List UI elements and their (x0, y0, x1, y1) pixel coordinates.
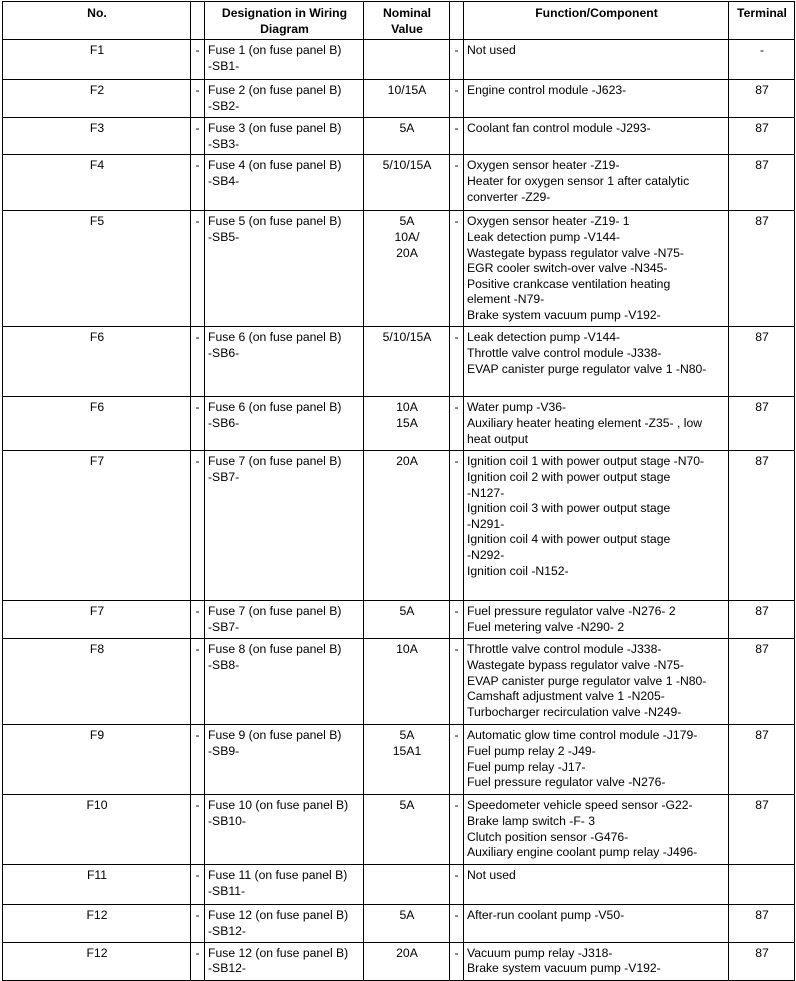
function-cell (464, 80, 729, 118)
terminal-cell: 87 (729, 211, 795, 327)
function-cell-line: EVAP canister purge regulator valve 1 -N80- (467, 361, 707, 376)
designation-cell-line: Fuse 12 (on fuse panel B) (208, 908, 349, 923)
function-cell-line: Ignition coil 3 with power output stage (467, 501, 671, 516)
designation-cell-line: Fuse 12 (on fuse panel B) (208, 945, 349, 960)
fuse-number: F5 (3, 211, 191, 327)
table-row (3, 725, 795, 795)
designation-cell-line: -SB4- (208, 173, 240, 188)
function-cell-line: Fuel metering valve -N290- 2 (467, 619, 625, 634)
nominal-value-cell (364, 118, 450, 155)
designation-cell (205, 327, 364, 397)
table-row (3, 905, 795, 942)
designation-cell-line: Fuse 6 (on fuse panel B) (208, 330, 342, 345)
designation-cell (205, 942, 364, 980)
designation-cell-line: Fuse 10 (on fuse panel B) (208, 798, 349, 813)
designation-cell-line: -SB8- (208, 657, 240, 672)
nominal-value-cell (364, 795, 450, 865)
designation-cell-line: Fuse 8 (on fuse panel B) (208, 642, 342, 657)
function-cell-line: Auxiliary engine coolant pump relay -J496- (467, 845, 698, 860)
fuse-number: F12 (3, 905, 191, 942)
function-cell (464, 601, 729, 639)
function-cell-line: Fuel pump relay -J17- (467, 759, 586, 774)
dash-marker: - (191, 795, 205, 865)
designation-cell-line: Fuse 7 (on fuse panel B) (208, 454, 342, 469)
dash-marker: - (450, 865, 464, 905)
function-cell (464, 40, 729, 80)
designation-cell-line: Fuse 2 (on fuse panel B) (208, 83, 342, 98)
function-cell (464, 639, 729, 725)
designation-cell-line: -SB5- (208, 229, 240, 244)
function-cell-line: converter -Z29- (467, 189, 551, 204)
table-row (3, 639, 795, 725)
function-cell-line: Positive crankcase ventilation heating (467, 276, 671, 291)
nominal-value-cell (364, 451, 450, 601)
nominal-value-cell-line (367, 43, 447, 59)
terminal-cell: 87 (729, 397, 795, 451)
nominal-value-cell-line: 20A (396, 945, 418, 960)
function-cell (464, 942, 729, 980)
terminal-cell: 87 (729, 725, 795, 795)
dash-marker: - (450, 451, 464, 601)
dash-marker: - (191, 725, 205, 795)
fuse-number: F2 (3, 80, 191, 118)
function-cell-line: Ignition coil 2 with power output stage (467, 469, 671, 484)
function-cell-line: Vacuum pump relay -J318- (467, 945, 613, 960)
header-spacer-2 (450, 2, 464, 40)
table-row (3, 795, 795, 865)
dash-marker: - (450, 118, 464, 155)
terminal-cell: 87 (729, 80, 795, 118)
function-cell-line: Automatic glow time control module -J179- (467, 728, 698, 743)
dash-marker: - (191, 639, 205, 725)
dash-marker: - (450, 211, 464, 327)
dash-marker: - (450, 327, 464, 397)
dash-marker: - (191, 40, 205, 80)
table-row (3, 942, 795, 980)
designation-cell-line: -SB7- (208, 619, 240, 634)
dash-marker: - (450, 942, 464, 980)
function-cell-line: Not used (467, 868, 516, 883)
function-cell-line: -N127- (467, 485, 505, 500)
function-cell-line: EVAP canister purge regulator valve 1 -N80- (467, 673, 707, 688)
function-cell-line: -N291- (467, 516, 505, 531)
designation-cell (205, 397, 364, 451)
function-cell-line: Speedometer vehicle speed sensor -G22- (467, 798, 693, 813)
function-cell-line: Brake system vacuum pump -V192- (467, 961, 661, 976)
designation-cell-line: -SB11- (208, 883, 246, 898)
fuse-table (2, 1, 795, 981)
table-row (3, 80, 795, 118)
designation-cell-line: -SB7- (208, 469, 240, 484)
function-cell-line: Coolant fan control module -J293- (467, 121, 651, 136)
designation-cell-line: -SB6- (208, 415, 240, 430)
dash-marker: - (191, 865, 205, 905)
nominal-value-cell-line: 10A (396, 400, 418, 415)
designation-cell (205, 211, 364, 327)
table-row (3, 865, 795, 905)
header-no: No. (3, 2, 191, 40)
dash-marker: - (191, 327, 205, 397)
nominal-value-cell-line: 5/10/15A (382, 330, 432, 345)
function-cell-line (467, 377, 726, 393)
function-cell (464, 118, 729, 155)
table-row (3, 451, 795, 601)
dash-marker: - (191, 451, 205, 601)
nominal-value-cell-line: 15A1 (392, 743, 422, 758)
fuse-number: F7 (3, 601, 191, 639)
function-cell-line: Water pump -V36- (467, 400, 567, 415)
nominal-value-cell (364, 725, 450, 795)
nominal-value-cell (364, 80, 450, 118)
designation-cell (205, 639, 364, 725)
designation-cell (205, 451, 364, 601)
fuse-number: F4 (3, 155, 191, 211)
dash-marker: - (191, 601, 205, 639)
fuse-number: F10 (3, 795, 191, 865)
designation-cell-line: Fuse 9 (on fuse panel B) (208, 728, 342, 743)
designation-cell-line: Fuse 3 (on fuse panel B) (208, 121, 342, 136)
terminal-cell: 87 (729, 942, 795, 980)
designation-cell-line: -SB2- (208, 98, 240, 113)
terminal-cell: 87 (729, 601, 795, 639)
function-cell-line: Wastegate bypass regulator valve -N75- (467, 657, 684, 672)
function-cell-line: element -N79- (467, 292, 545, 307)
header-terminal: Terminal (729, 2, 795, 40)
terminal-cell: 87 (729, 905, 795, 942)
function-cell-line: Clutch position sensor -G476- (467, 829, 629, 844)
fuse-number: F9 (3, 725, 191, 795)
nominal-value-cell (364, 397, 450, 451)
designation-cell (205, 40, 364, 80)
function-cell-line: EGR cooler switch-over valve -N345- (467, 261, 668, 276)
nominal-value-cell-line: 5A (399, 728, 415, 743)
function-cell-line: Brake lamp switch -F- 3 (467, 813, 595, 828)
designation-cell (205, 155, 364, 211)
function-cell-line: Camshaft adjustment valve 1 -N205- (467, 689, 665, 704)
function-cell (464, 865, 729, 905)
terminal-cell: 87 (729, 639, 795, 725)
terminal-cell: 87 (729, 451, 795, 601)
function-cell-line: Fuel pressure regulator valve -N276- (467, 775, 666, 790)
function-cell-line: Leak detection pump -V144- (467, 229, 621, 244)
function-cell-line: Ignition coil 1 with power output stage -N70- (467, 454, 705, 469)
function-cell-line: heat output (467, 431, 528, 446)
nominal-value-cell-line: 5A (399, 214, 415, 229)
designation-cell-line: Fuse 11 (on fuse panel B) (208, 868, 348, 883)
dash-marker: - (450, 639, 464, 725)
nominal-value-cell (364, 865, 450, 905)
nominal-value-cell (364, 601, 450, 639)
designation-cell-line: -SB3- (208, 136, 240, 151)
function-cell-line: Oxygen sensor heater -Z19- (467, 158, 620, 173)
dash-marker: - (450, 725, 464, 795)
nominal-value-cell-line: 5A (399, 798, 415, 813)
nominal-value-cell-line: 5A (399, 121, 415, 136)
designation-cell-line: -SB12- (208, 961, 246, 976)
designation-cell (205, 725, 364, 795)
function-cell-line: Throttle valve control module -J338- (467, 345, 662, 360)
terminal-cell: 87 (729, 327, 795, 397)
designation-cell-line: Fuse 4 (on fuse panel B) (208, 158, 342, 173)
function-cell-line: Throttle valve control module -J338- (467, 642, 662, 657)
nominal-value-cell (364, 639, 450, 725)
nominal-value-cell-line: 20A (396, 454, 418, 469)
dash-marker: - (191, 80, 205, 118)
fuse-number: F3 (3, 118, 191, 155)
nominal-value-cell-line: 20A (396, 245, 418, 260)
nominal-value-cell-line (367, 868, 447, 884)
dash-marker: - (450, 40, 464, 80)
designation-cell-line: -SB1- (208, 58, 240, 73)
header-spacer-1 (191, 2, 205, 40)
designation-cell (205, 601, 364, 639)
header-row (3, 2, 795, 40)
nominal-value-cell-line: 5/10/15A (382, 158, 432, 173)
terminal-cell: 87 (729, 795, 795, 865)
dash-marker: - (450, 905, 464, 942)
function-cell-line: -N292- (467, 547, 505, 562)
function-cell-line: Wastegate bypass regulator valve -N75- (467, 245, 684, 260)
table-row (3, 211, 795, 327)
function-cell-line: Leak detection pump -V144- (467, 330, 621, 345)
nominal-value-cell (364, 40, 450, 80)
dash-marker: - (450, 601, 464, 639)
header-designation: Designation in Wiring Diagram (205, 2, 364, 40)
function-cell-line: Heater for oxygen sensor 1 after catalytic (467, 173, 690, 188)
fuse-number: F1 (3, 40, 191, 80)
terminal-cell: 87 (729, 118, 795, 155)
table-row (3, 397, 795, 451)
designation-cell (205, 905, 364, 942)
function-cell (464, 397, 729, 451)
function-cell-line: Not used (467, 43, 516, 58)
dash-marker: - (191, 905, 205, 942)
function-cell-line: Engine control module -J623- (467, 83, 627, 98)
designation-cell (205, 80, 364, 118)
function-cell (464, 795, 729, 865)
function-cell-line: Auxiliary heater heating element -Z35- , low (467, 415, 703, 430)
designation-cell-line: -SB10- (208, 813, 246, 828)
nominal-value-cell-line: 15A (396, 415, 418, 430)
designation-cell-line: Fuse 6 (on fuse panel B) (208, 400, 342, 415)
function-cell (464, 155, 729, 211)
function-cell-line: Fuel pressure regulator valve -N276- 2 (467, 604, 676, 619)
header-nominal-value: Nominal Value (364, 2, 450, 40)
nominal-value-cell-line: 10A (396, 642, 418, 657)
nominal-value-cell (364, 155, 450, 211)
dash-marker: - (450, 80, 464, 118)
nominal-value-cell-line: 10A/ (394, 229, 420, 244)
nominal-value-cell-line: 10/15A (387, 83, 427, 98)
function-cell-line: Brake system vacuum pump -V192- (467, 307, 661, 322)
table-row (3, 327, 795, 397)
function-cell-line: Fuel pump relay 2 -J49- (467, 743, 596, 758)
designation-cell (205, 118, 364, 155)
dash-marker: - (450, 795, 464, 865)
fuse-number: F11 (3, 865, 191, 905)
nominal-value-cell (364, 905, 450, 942)
designation-cell-line: Fuse 1 (on fuse panel B) (208, 43, 342, 58)
dash-marker: - (450, 397, 464, 451)
function-cell-line: Turbocharger recirculation valve -N249- (467, 704, 682, 719)
dash-marker: - (450, 155, 464, 211)
function-cell (464, 905, 729, 942)
fuse-number: F6 (3, 327, 191, 397)
nominal-value-cell-line: 5A (399, 604, 415, 619)
fuse-number: F8 (3, 639, 191, 725)
designation-cell (205, 865, 364, 905)
dash-marker: - (191, 118, 205, 155)
nominal-value-cell (364, 327, 450, 397)
function-cell (464, 451, 729, 601)
designation-cell-line: -SB12- (208, 923, 246, 938)
dash-marker: - (191, 942, 205, 980)
function-cell-line: Oxygen sensor heater -Z19- 1 (467, 214, 630, 229)
function-cell-line (467, 579, 726, 595)
terminal-cell: - (729, 40, 795, 80)
table-row (3, 601, 795, 639)
designation-cell (205, 795, 364, 865)
dash-marker: - (191, 397, 205, 451)
dash-marker: - (191, 211, 205, 327)
terminal-cell: 87 (729, 155, 795, 211)
fuse-number: F7 (3, 451, 191, 601)
table-row (3, 118, 795, 155)
header-function: Function/Component (464, 2, 729, 40)
function-cell-line: After-run coolant pump -V50- (467, 908, 625, 923)
function-cell (464, 327, 729, 397)
fuse-number: F12 (3, 942, 191, 980)
table-row (3, 40, 795, 80)
designation-cell-line: Fuse 7 (on fuse panel B) (208, 604, 342, 619)
fuse-number: F6 (3, 397, 191, 451)
fuse-table-body (3, 40, 795, 980)
designation-cell-line: Fuse 5 (on fuse panel B) (208, 214, 342, 229)
terminal-cell (729, 865, 795, 905)
function-cell (464, 725, 729, 795)
nominal-value-cell (364, 942, 450, 980)
nominal-value-cell-line: 5A (399, 908, 415, 923)
designation-cell-line: -SB6- (208, 345, 240, 360)
function-cell (464, 211, 729, 327)
dash-marker: - (191, 155, 205, 211)
designation-cell-line: -SB9- (208, 743, 240, 758)
table-row (3, 155, 795, 211)
nominal-value-cell (364, 211, 450, 327)
function-cell-line: Ignition coil 4 with power output stage (467, 532, 671, 547)
function-cell-line: Ignition coil -N152- (467, 563, 569, 578)
